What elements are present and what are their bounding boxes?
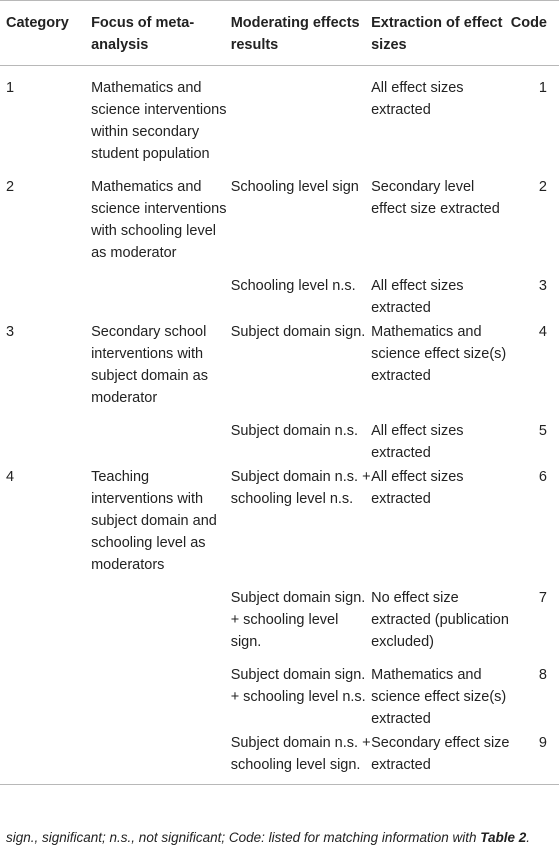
header-category: Category [0,1,91,66]
cell-focus [91,409,231,464]
cell-code: 5 [538,423,547,439]
table-row [0,319,559,409]
table-row [0,730,559,785]
cell-category [0,264,91,319]
cell-extraction: All effect sizes extracted [371,469,464,507]
cell-focus: Mathematics and science interventions within secondary student population [91,80,227,162]
cell-extraction: Mathematics and science effect size(s) extracted [371,324,507,384]
footnote-end: . [526,830,531,845]
cell-extraction: All effect sizes extracted [371,80,464,118]
cell-category: 2 [6,179,15,195]
cell-focus: Mathematics and science interventions with schooling level as moderator [91,179,227,261]
table-row [0,66,559,166]
cell-code: 9 [511,730,559,785]
cell-extraction: Secondary level effect size extracted [371,179,500,217]
cell-moderating: Schooling level n.s. [230,278,356,294]
cell-extraction: No effect size extracted (publication excluded) [371,590,509,650]
cell-moderating: Schooling level sign [230,179,359,195]
table-row [0,165,559,264]
cell-extraction: Secondary effect size extracted [371,730,511,785]
cell-category: 4 [6,469,15,485]
cell-category: 1 [6,80,15,96]
cell-extraction: Mathematics and science effect size(s) extracted [371,667,507,727]
table-row [0,653,559,730]
footnote-table-reference[interactable]: Table 2 [480,830,527,845]
cell-code: 4 [538,324,547,340]
cell-moderating: Subject domain sign. + schooling level sign. [230,590,366,650]
cell-category: 3 [6,324,15,340]
cell-extraction: All effect sizes extracted [371,278,464,316]
cell-code: 8 [538,667,547,683]
header-extraction: Extraction of effect sizes [371,1,511,66]
cell-focus: Teaching interventions with subject domain and schooling level as moderators [91,469,217,573]
cell-focus [91,653,231,730]
table-row [0,464,559,576]
cell-focus [91,730,231,785]
cell-category [0,653,91,730]
table-footnote [6,830,530,845]
header-focus: Focus of meta-analysis [91,1,231,66]
cell-moderating: Subject domain n.s. + schooling level n.s. [230,469,371,507]
cell-moderating: Subject domain n.s. + schooling level sign. [231,730,371,785]
cell-code: 2 [538,179,547,195]
cell-focus: Secondary school interventions with subject domain as moderator [91,324,208,406]
cell-moderating [231,66,371,166]
cell-category [0,409,91,464]
cell-code: 1 [538,80,547,96]
cell-moderating: Subject domain n.s. [230,423,359,439]
footnote-text: sign., significant; n.s., not significant; Code: listed for matching information with [6,830,481,845]
table-row [0,264,559,319]
cell-code: 6 [538,469,547,485]
header-moderating: Moderating effects results [231,1,371,66]
cell-focus [91,576,231,653]
header-code: Code [511,1,559,66]
cell-category [0,730,91,785]
cell-extraction: All effect sizes extracted [371,423,464,461]
table-row [0,576,559,653]
header-row [0,1,559,66]
cell-code: 3 [538,278,547,294]
cell-code: 7 [538,590,547,606]
cell-moderating: Subject domain sign. + schooling level n.s. [230,667,366,705]
cell-moderating: Subject domain sign. [230,324,366,340]
cell-focus [91,264,231,319]
cell-category [0,576,91,653]
table-row [0,409,559,464]
